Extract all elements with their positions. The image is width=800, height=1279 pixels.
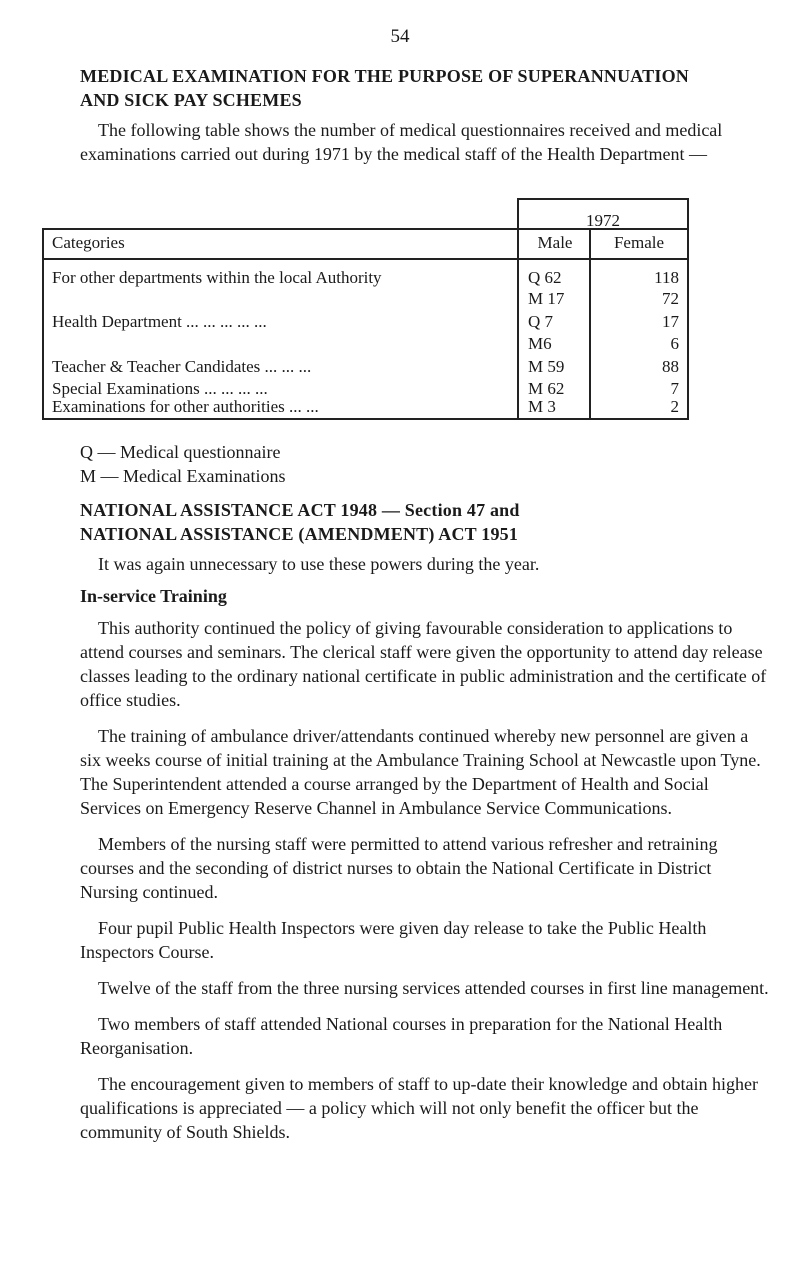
table-cell-female: 17 [662, 312, 679, 331]
section-heading-superannuation [80, 64, 770, 112]
table-cell-female: 6 [670, 334, 679, 353]
table-cell-male: Q 7 [528, 312, 554, 331]
table-cell-female: 118 [654, 268, 679, 287]
header-categories: Categories [52, 233, 125, 252]
examinations-table [52, 198, 770, 418]
table-row-category: Examinations for other authorities ... ... [52, 397, 319, 416]
heading-line: MEDICAL EXAMINATION FOR THE PURPOSE OF SUPERANNUATION [80, 66, 689, 86]
table-cell-female: 88 [662, 357, 679, 376]
table-cell-male: Q 62 [528, 268, 562, 287]
column-divider [517, 230, 519, 258]
training-paragraph: The encouragement given to members of staff to up-date their knowledge and obtain higher qualifications is appreciated — a policy which will not only benefit the officer but the community of South Shields. [80, 1074, 758, 1142]
document-body [52, 64, 770, 1144]
table-cell-female: 2 [670, 397, 679, 416]
table-cell-male: M 62 [528, 379, 565, 398]
header-female: Female [613, 233, 665, 252]
section-heading-national-assistance [80, 498, 770, 546]
column-divider [589, 230, 591, 258]
legend-item-q: Q — Medical questionnaire [80, 442, 281, 462]
table-cell-male: M 59 [528, 357, 565, 376]
table-cell-male: M6 [528, 334, 552, 353]
table-cell-male: M 3 [528, 397, 556, 416]
table-legend [80, 440, 770, 488]
heading-line: NATIONAL ASSISTANCE (AMENDMENT) ACT 1951 [80, 524, 519, 544]
year-header: 1972 [517, 198, 689, 230]
heading-line: NATIONAL ASSISTANCE ACT 1948 — Section 47 and [80, 500, 520, 520]
table-body [42, 258, 689, 420]
table-cell-male: M 17 [528, 289, 565, 308]
training-paragraph: Twelve of the staff from the three nursing services attended courses in first line management. [98, 978, 769, 998]
table-cell-female: 7 [670, 379, 679, 398]
training-paragraph: This authority continued the policy of giving favourable consideration to applications to attend courses and seminars. The clerical staff were given the opportunity to attend day release classes leading to the ordinary national certificate in public administration and the certificate of office studies. [80, 618, 767, 710]
training-paragraph: Four pupil Public Health Inspectors were given day release to take the Public Health Inspectors Course. [80, 918, 707, 962]
table-row-category: Teacher & Teacher Candidates ... ... ... [52, 357, 312, 376]
section-heading-in-service-training: In-service Training [80, 586, 227, 606]
page-number: 54 [390, 26, 410, 47]
table-row-category: Health Department ... ... ... ... ... [52, 312, 267, 331]
table-row-category: For other departments within the local Authority [52, 268, 382, 287]
national-assistance-paragraph: It was again unnecessary to use these powers during the year. [98, 554, 540, 574]
training-paragraph: Members of the nursing staff were permitted to attend various refresher and retraining courses and the seconding of district nurses to obtain the National Certificate in District Nursing continued. [80, 834, 718, 902]
heading-line: AND SICK PAY SCHEMES [80, 90, 302, 110]
table-cell-female: 72 [662, 289, 679, 308]
column-divider [517, 258, 519, 418]
legend-item-m: M — Medical Examinations [80, 466, 286, 486]
table-header-row [42, 228, 689, 260]
header-male: Male [537, 233, 573, 252]
intro-paragraph: The following table shows the number of medical questionnaires received and medical examinations carried out during 1971 by the medical staff of the Health Department — [80, 120, 723, 164]
training-paragraph: The training of ambulance driver/attendants continued whereby new personnel are given a six weeks course of initial training at the Ambulance Training School at Newcastle upon Tyne. The Superintendent attended a course arranged by the Department of Health and Social Services on Emergency Reserve Channel in Ambulance Service Communications. [80, 726, 761, 818]
table-row-category: Special Examinations ... ... ... ... [52, 379, 268, 398]
training-paragraph: Two members of staff attended National courses in preparation for the National Health Reorganisation. [80, 1014, 723, 1058]
